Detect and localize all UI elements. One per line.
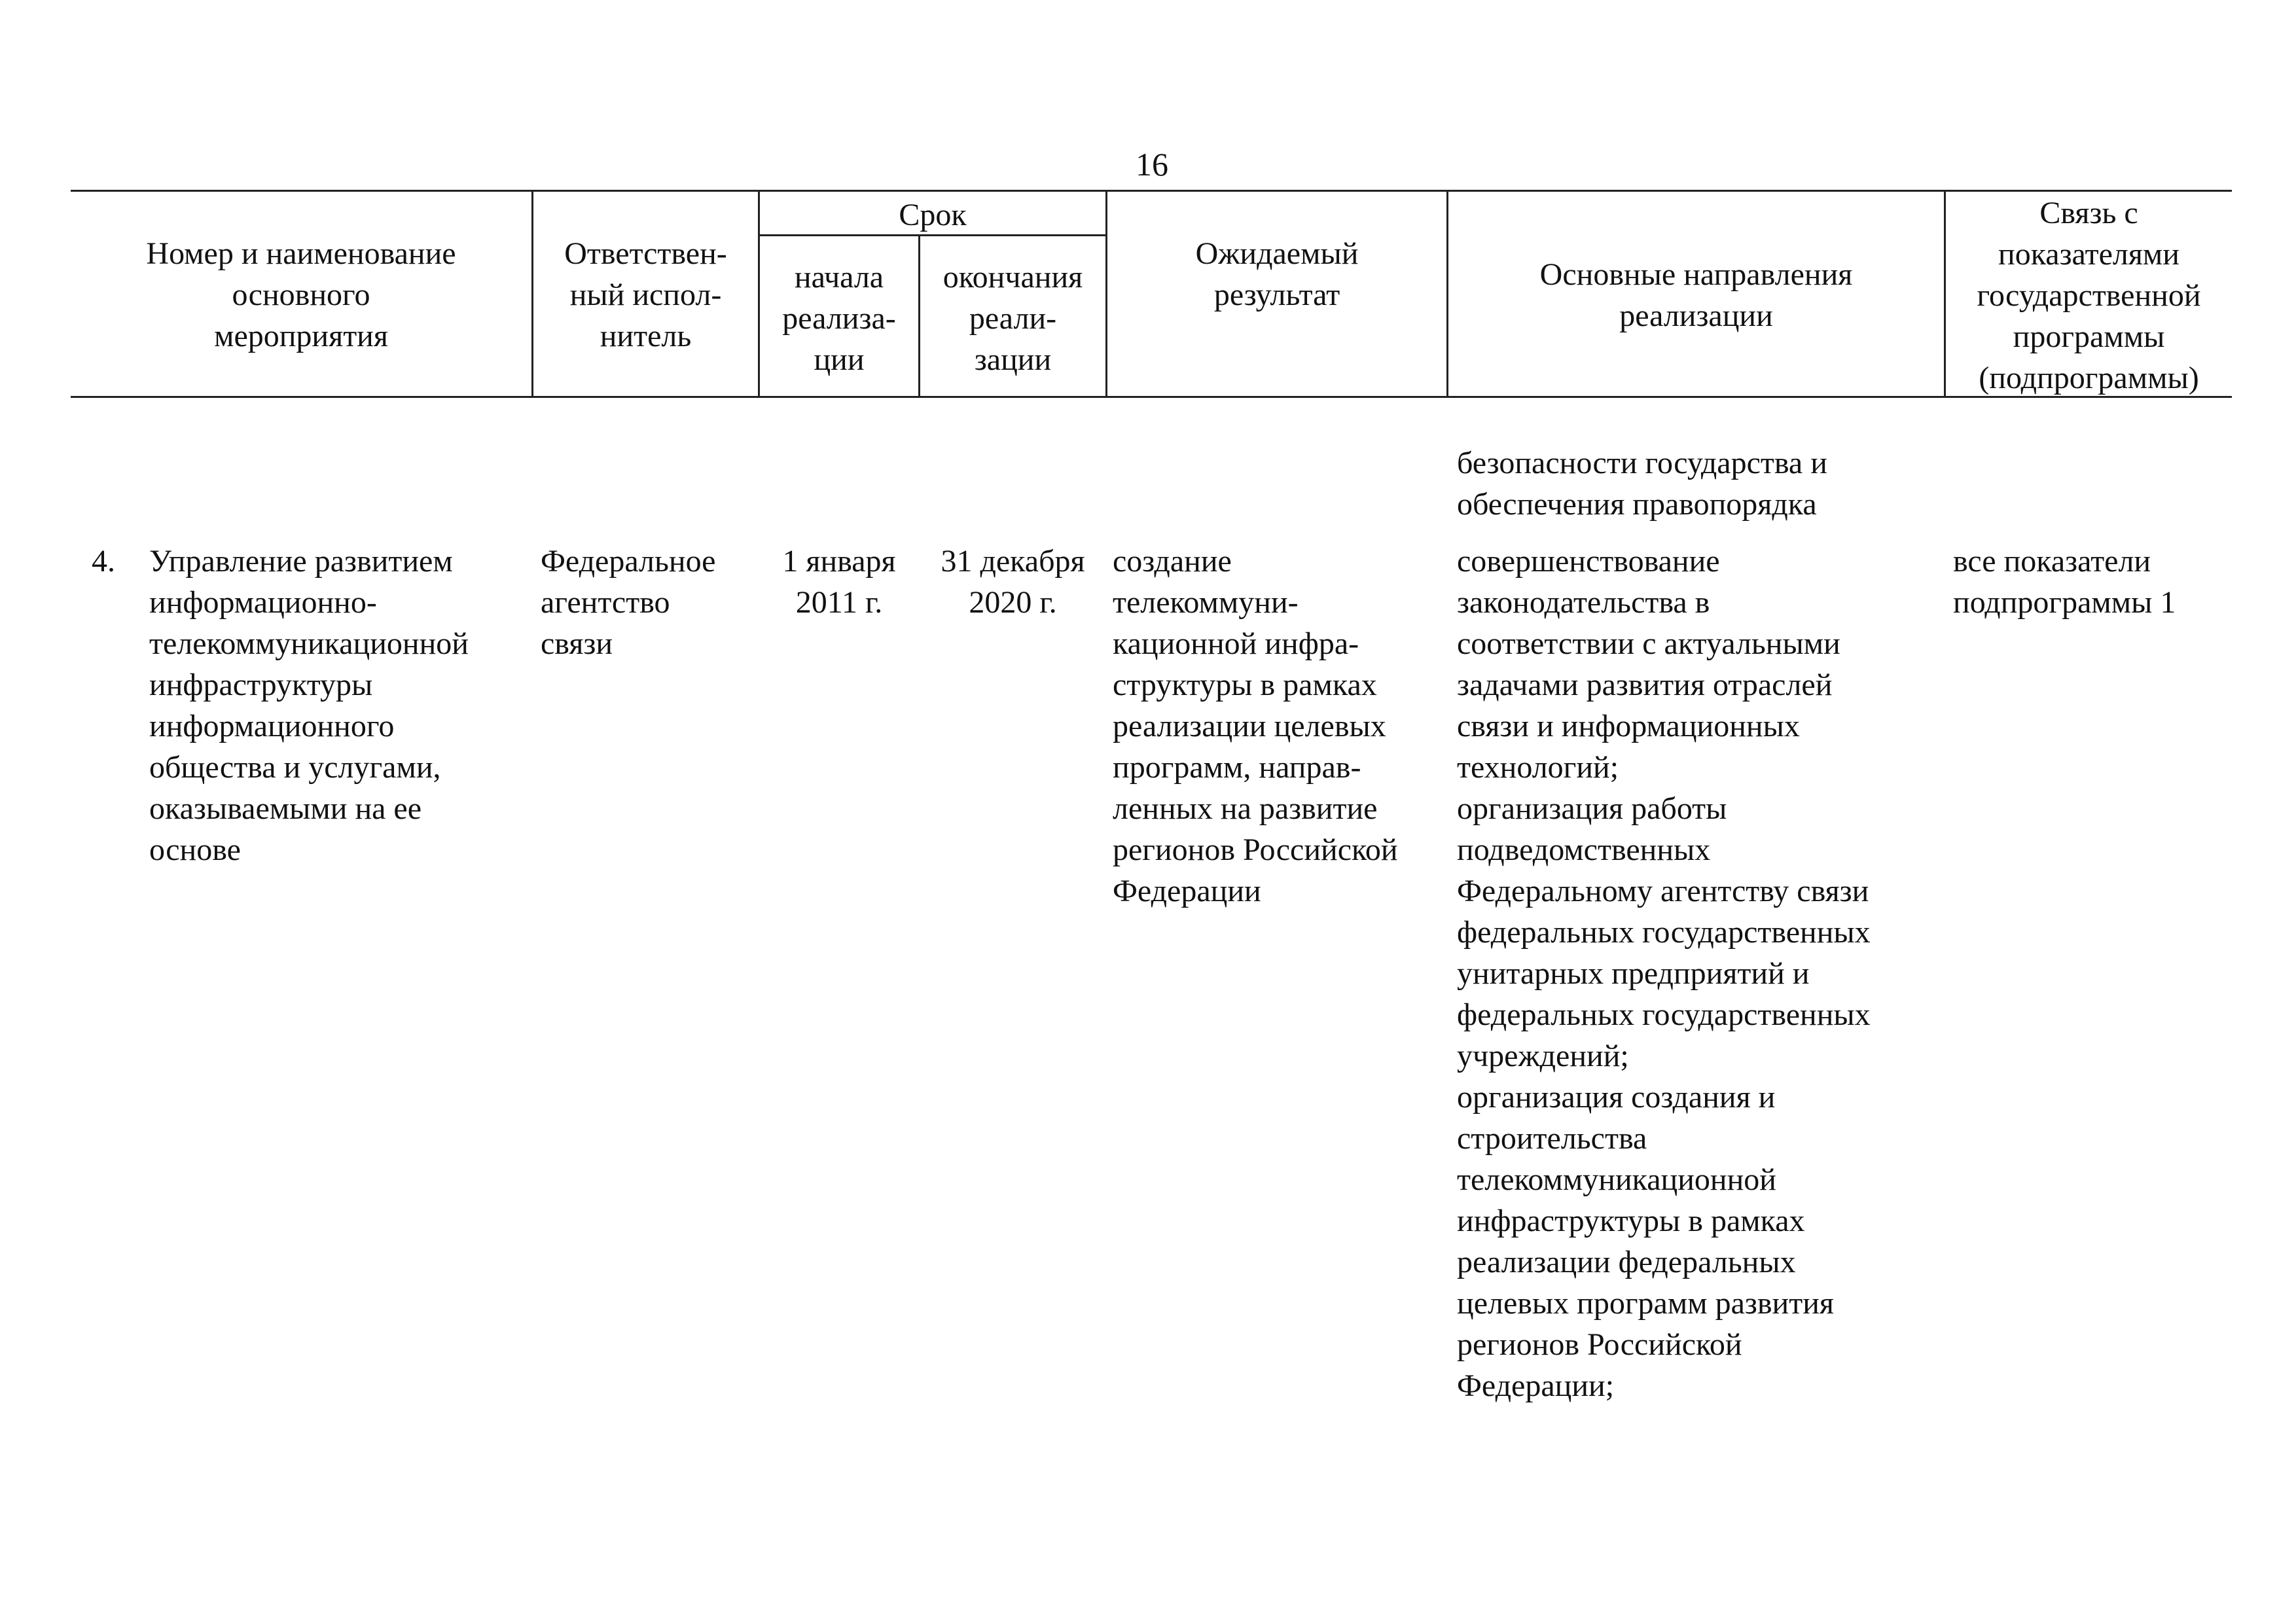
page-number: 16	[1136, 146, 1168, 183]
row-start-date: 1 января 2011 г.	[782, 544, 896, 620]
header-term: Срок	[899, 198, 967, 232]
header-start: начала реализа- ции	[782, 260, 896, 377]
header-event-name: Номер и наименование основного мероприятия	[146, 236, 456, 353]
header-executor: Ответствен- ный испол- нитель	[564, 236, 727, 353]
row-expected-result: создание телекоммуни- кационной инфра- структуры в рамках реализации целевых программ, направ- ленных на развитие регионов Российской Федерации	[1113, 544, 1398, 908]
header-indicators: Связь с показателями государственной программы (подпрограммы)	[1977, 196, 2201, 395]
row-end-date: 31 декабря 2020 г.	[941, 544, 1085, 620]
row-number: 4.	[92, 544, 115, 579]
table-header-bottom-rule	[71, 396, 2232, 398]
table-top-rule	[71, 190, 2232, 192]
continuation-text: безопасности государства и обеспечения правопорядка	[1457, 446, 1827, 522]
row-indicators: все показатели подпрограммы 1	[1953, 544, 2176, 620]
row-event-name: Управление развитием информационно- телекоммуникационной инфраструктуры информационного общества и услугами, оказываемыми на ее основе	[149, 544, 469, 867]
row-executor: Федеральное агентство связи	[541, 544, 716, 661]
header-end: окончания реали- зации	[942, 260, 1083, 377]
header-directions: Основные направления реализации	[1539, 257, 1853, 333]
row-directions: совершенствование законодательства в соответствии с актуальными задачами развития отраслей связи и информационных технологий; организация работы подведомственных Федеральному агентству связи федеральных государственных унитарных предприятий и федеральных государственных учреждений; организация создания и строительства телекоммуникационной инфраструктуры в рамках реализации федеральных целевых программ развития регионов Российской Федерации;	[1457, 544, 1871, 1403]
header-expected-result: Ожидаемый результат	[1195, 236, 1359, 312]
